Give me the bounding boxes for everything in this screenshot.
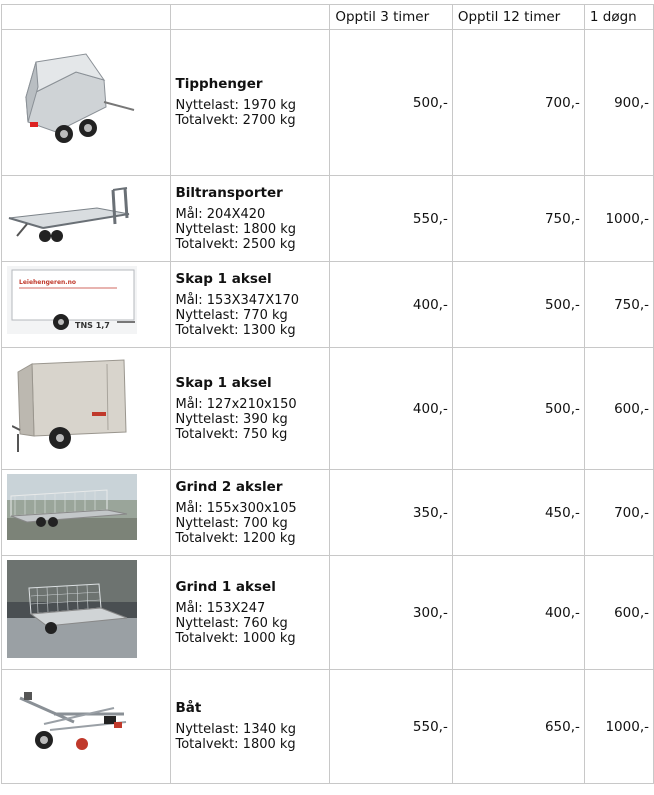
trailer-name: Grind 2 aksler: [175, 478, 283, 495]
image-cell: [2, 176, 171, 262]
price-12h: 700,-: [452, 30, 584, 176]
model-text: TNS 1,7: [75, 321, 110, 330]
table-row: [2, 176, 654, 262]
price-12h: 450,-: [452, 470, 584, 556]
spec-line: Nyttelast: 770 kg: [175, 307, 288, 323]
header-12h: Opptil 12 timer: [452, 5, 584, 30]
spec-line: Nyttelast: 390 kg: [175, 411, 288, 427]
spec-line: Mål: 153X247: [175, 600, 266, 616]
spec-line: Mål: 204X420: [175, 206, 266, 222]
price-12h: 500,-: [452, 262, 584, 348]
spec-line: Nyttelast: 760 kg: [175, 615, 288, 631]
table-row: [2, 262, 654, 348]
price-3h: 550,-: [330, 176, 453, 262]
price-24h: 1000,-: [584, 670, 653, 784]
price-3h: 550,-: [330, 670, 453, 784]
desc-cell: [171, 470, 330, 556]
price-24h: 600,-: [584, 556, 653, 670]
car-transporter-image: [7, 184, 135, 248]
spec-line: Nyttelast: 1800 kg: [175, 221, 297, 237]
price-3h: 400,-: [330, 262, 453, 348]
price-12h: 400,-: [452, 556, 584, 670]
spec-line: Mål: 155x300x105: [175, 500, 297, 516]
price-24h: 600,-: [584, 348, 653, 470]
table-row: [2, 348, 654, 470]
image-cell: [2, 470, 171, 556]
table-row: [2, 30, 654, 176]
image-cell: [2, 262, 171, 348]
tipping-trailer-image: [16, 52, 136, 152]
trailer-name: Skap 1 aksel: [175, 374, 272, 391]
table-row: [2, 470, 654, 556]
price-3h: 500,-: [330, 30, 453, 176]
image-cell: [2, 30, 171, 176]
table-row: [2, 556, 654, 670]
price-24h: 750,-: [584, 262, 653, 348]
spec-line: Nyttelast: 700 kg: [175, 515, 288, 531]
trailer-name: Biltransporter: [175, 184, 283, 201]
desc-cell: [171, 30, 330, 176]
price-12h: 500,-: [452, 348, 584, 470]
trailer-name: Grind 1 aksel: [175, 578, 276, 595]
logo-text: Leiehengeren.no: [19, 279, 76, 286]
trailer-name: Tipphenger: [175, 76, 263, 92]
spec-line: Totalvekt: 1000 kg: [175, 630, 296, 646]
price-table: [1, 4, 654, 784]
header-row: [2, 5, 654, 30]
header-3h: Opptil 3 timer: [330, 5, 453, 30]
box-trailer-small-image: [12, 356, 132, 456]
mesh-trailer-one-axle-image: [7, 560, 137, 658]
spec-line: Totalvekt: 1300 kg: [175, 322, 296, 338]
image-cell: [2, 348, 171, 470]
spec-line: Totalvekt: 1200 kg: [175, 530, 296, 546]
spec-line: Totalvekt: 2500 kg: [175, 236, 296, 252]
price-24h: 900,-: [584, 30, 653, 176]
spec-line: Nyttelast: 1970 kg: [175, 98, 297, 113]
spec-line: Totalvekt: 750 kg: [175, 426, 288, 442]
spec-line: Mål: 153X347X170: [175, 292, 300, 308]
table-row: [2, 670, 654, 784]
desc-cell: [171, 556, 330, 670]
price-3h: 400,-: [330, 348, 453, 470]
spec-line: Totalvekt: 1800 kg: [175, 737, 296, 752]
price-12h: 750,-: [452, 176, 584, 262]
price-3h: 350,-: [330, 470, 453, 556]
price-12h: 650,-: [452, 670, 584, 784]
spec-line: Nyttelast: 1340 kg: [175, 722, 297, 737]
image-cell: [2, 556, 171, 670]
header-desc-col: [171, 5, 330, 30]
boat-trailer-image: [14, 684, 134, 764]
trailer-name: Båt: [175, 700, 202, 716]
desc-cell: [171, 262, 330, 348]
price-24h: 1000,-: [584, 176, 653, 262]
price-24h: 700,-: [584, 470, 653, 556]
header-24h: 1 døgn: [584, 5, 653, 30]
desc-cell: [171, 176, 330, 262]
desc-cell: [171, 348, 330, 470]
image-cell: [2, 670, 171, 784]
trailer-name: Skap 1 aksel: [175, 270, 272, 287]
desc-cell: [171, 670, 330, 784]
spec-line: Totalvekt: 2700 kg: [175, 113, 296, 128]
price-3h: 300,-: [330, 556, 453, 670]
header-image-col: [2, 5, 171, 30]
box-trailer-large-image: [7, 266, 137, 334]
spec-line: Mål: 127x210x150: [175, 396, 297, 412]
mesh-trailer-two-axle-image: [7, 474, 137, 540]
